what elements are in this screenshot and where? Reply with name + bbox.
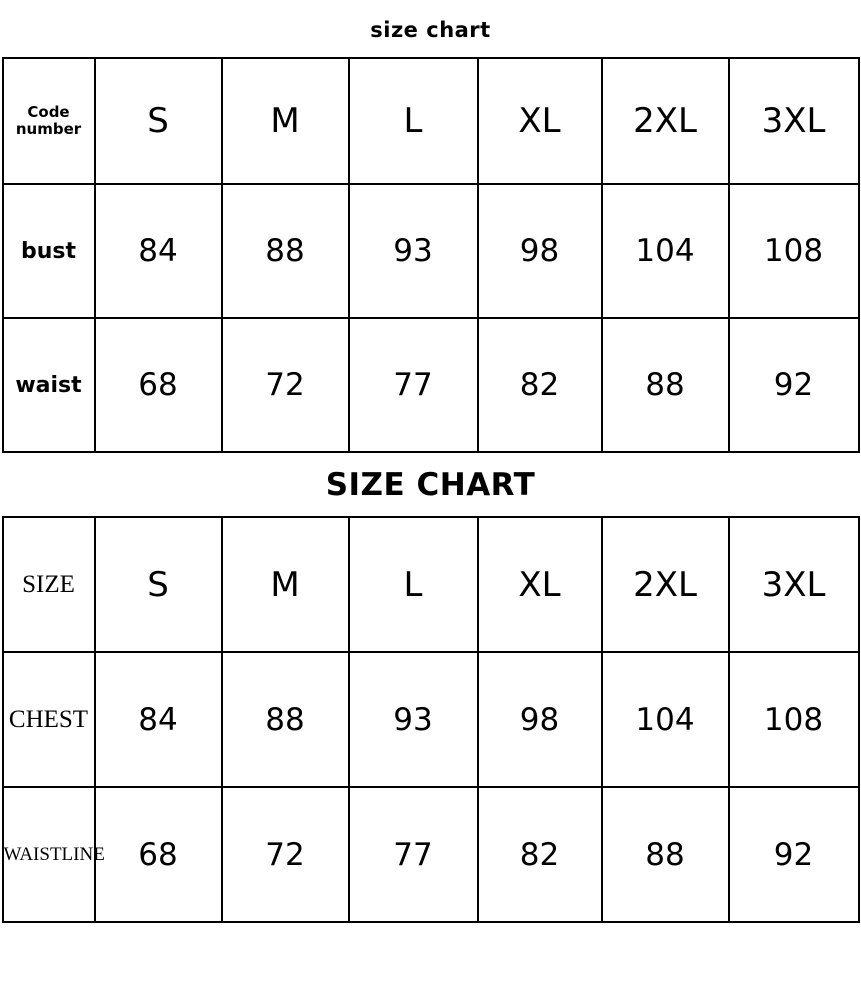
waist-value-m: 72 [222, 318, 349, 452]
waistline-value-l: 77 [349, 787, 478, 922]
table-row [3, 652, 859, 787]
chest-value-m: 88 [222, 652, 349, 787]
waistline-value-2xl: 88 [602, 787, 729, 922]
waistline-value-s: 68 [95, 787, 222, 922]
header2-size-s: S [95, 517, 222, 652]
header-size-m: M [222, 58, 349, 184]
header-size-2xl: 2XL [602, 58, 729, 184]
chest-value-l: 93 [349, 652, 478, 787]
header2-size-l: L [349, 517, 478, 652]
waist-value-l: 77 [349, 318, 478, 452]
size-chart-title-top: size chart [370, 18, 491, 42]
bust-value-2xl: 104 [602, 184, 729, 318]
header2-size-3xl: 3XL [729, 517, 859, 652]
size-chart-table-bottom [2, 516, 860, 923]
chest-value-3xl: 108 [729, 652, 859, 787]
row-label-chest: CHEST [3, 652, 95, 787]
waistline-value-m: 72 [222, 787, 349, 922]
header-size-xl: XL [478, 58, 602, 184]
table-row [3, 184, 859, 318]
row-label-waistline: WAISTLINE [3, 787, 95, 922]
table-row [3, 787, 859, 922]
row-label-waist: waist [3, 318, 95, 452]
waist-value-s: 68 [95, 318, 222, 452]
header2-size-2xl: 2XL [602, 517, 729, 652]
bust-value-m: 88 [222, 184, 349, 318]
waist-value-3xl: 92 [729, 318, 859, 452]
bust-value-s: 84 [95, 184, 222, 318]
waistline-value-xl: 82 [478, 787, 602, 922]
table-row [3, 318, 859, 452]
size-chart-title-bottom: SIZE CHART [325, 467, 536, 503]
size-chart-table-top [2, 57, 860, 453]
header-size-l: L [349, 58, 478, 184]
header-size-3xl: 3XL [729, 58, 859, 184]
header2-size-xl: XL [478, 517, 602, 652]
waist-value-2xl: 88 [602, 318, 729, 452]
waist-value-xl: 82 [478, 318, 602, 452]
bust-value-3xl: 108 [729, 184, 859, 318]
header2-size-m: M [222, 517, 349, 652]
chest-value-s: 84 [95, 652, 222, 787]
header-label-code-number [3, 58, 95, 184]
chest-value-2xl: 104 [602, 652, 729, 787]
header-label-line-1: Code [27, 102, 70, 121]
bust-value-l: 93 [349, 184, 478, 318]
row-label-bust: bust [3, 184, 95, 318]
header-label-line-2: number [15, 120, 82, 138]
header-label-size: SIZE [3, 517, 95, 652]
header-size-s: S [95, 58, 222, 184]
table-row [3, 58, 859, 184]
chest-value-xl: 98 [478, 652, 602, 787]
table-row [3, 517, 859, 652]
waistline-value-3xl: 92 [729, 787, 859, 922]
bust-value-xl: 98 [478, 184, 602, 318]
